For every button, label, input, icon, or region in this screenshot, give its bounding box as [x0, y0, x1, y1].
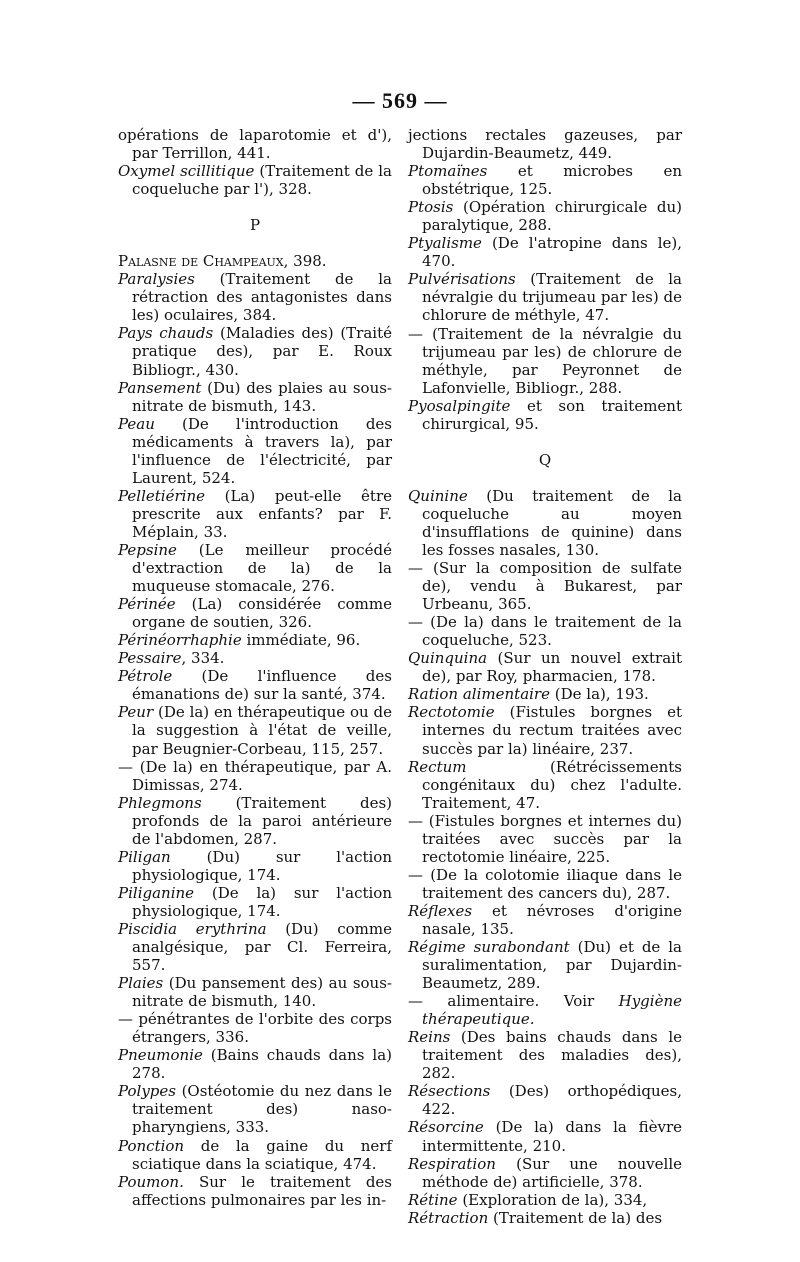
entry-text: (Fistules borgnes et internes du rectum traitées avec succès par la) linéaire, 237.: [422, 703, 682, 758]
entry-text: (Des bains chauds dans le traitement des maladies des), 282.: [422, 1028, 682, 1083]
entry-term: Pansement: [118, 378, 202, 397]
entry-term: Pepsine: [118, 540, 177, 559]
index-entry: [118, 595, 392, 631]
entry-term: Piligan: [118, 847, 171, 866]
index-entry: [118, 1173, 392, 1209]
entry-text: et microbes en obstétrique, 125.: [422, 162, 682, 199]
entry-text: — (De la colotomie iliaque dans le traitement des cancers du), 287.: [408, 865, 682, 902]
index-entry: [118, 126, 392, 162]
entry-text: (Traitement des) profonds de la paroi antérieure de l'abdomen, 287.: [132, 793, 392, 848]
entry-term: Réflexes: [408, 901, 473, 920]
entry-text: (Sur un nouvel extrait de), par Roy, pharmacien, 178.: [422, 649, 682, 686]
entry-term: Pelletiérine: [118, 486, 205, 505]
index-entry: [408, 992, 682, 1028]
entry-term: Résections: [408, 1082, 491, 1101]
index-entry: [408, 703, 682, 757]
entry-term: Piscidia erythrina: [118, 919, 267, 938]
entry-text: de la gaine du nerf sciatique dans la sciatique, 474.: [132, 1136, 392, 1173]
index-entry: [118, 324, 392, 378]
index-entry: [408, 162, 682, 198]
index-entry: [408, 559, 682, 613]
entry-term: Pulvérisations: [408, 270, 516, 289]
page-number: — 569 —: [352, 88, 448, 113]
index-entry: [118, 1137, 392, 1173]
entry-term: Ptyalisme: [408, 234, 482, 253]
entry-term: Pessaire: [118, 649, 182, 668]
entry-term: Résorcine: [408, 1118, 484, 1137]
index-entry: [118, 541, 392, 595]
entry-text: (Maladies des) (Traité pratique des), par E. Roux Bibliogr., 430.: [132, 324, 392, 379]
entry-term: Peau: [118, 414, 155, 433]
entry-text: (Opération chirurgicale du) paralytique, 288.: [422, 198, 682, 235]
index-entry: [118, 703, 392, 757]
index-entry: [408, 270, 682, 324]
entry-text: (Du traitement de la coqueluche au moyen d'insufflations de quinine) dans les fosses nasales, 130.: [422, 486, 682, 559]
index-entry: [118, 162, 392, 198]
index-entry: [118, 270, 392, 324]
index-entry: [118, 974, 392, 1010]
entry-text: (De l'atropine dans le), 470.: [422, 234, 682, 271]
entry-term: Rectotomie: [408, 703, 495, 722]
right-column: [408, 126, 682, 1227]
index-entry: [408, 649, 682, 685]
entry-term: Ration alimentaire: [408, 685, 550, 704]
left-column: [118, 126, 392, 1209]
index-entry: [118, 415, 392, 487]
entry-term: Pétrole: [118, 667, 173, 686]
entry-text: (Traitement de la) des: [488, 1208, 663, 1227]
entry-term: Piliganine: [118, 883, 195, 902]
entry-text: (Sur une nouvelle méthode de) artificielle, 378.: [422, 1154, 682, 1191]
entry-text: (Traitement de la névralgie du trijumeau par les) de chlorure de méthyle, 47.: [422, 270, 682, 325]
index-entry: [408, 1209, 682, 1227]
entry-text: et son traitement chirurgical, 95.: [422, 396, 682, 433]
index-entry: [118, 487, 392, 541]
entry-text: (Ostéotomie du nez dans le traitement des) naso-pharyngiens, 333.: [132, 1082, 392, 1137]
entry-text: (De la) dans la fièvre intermittente, 210.: [422, 1118, 682, 1155]
index-entry: [408, 902, 682, 938]
index-entry: [408, 1155, 682, 1191]
entry-term: Pyosalpingite: [408, 396, 511, 415]
entry-term: Quinine: [408, 486, 468, 505]
entry-text: (Des) orthopédiques, 422.: [422, 1082, 682, 1119]
index-entry: [118, 649, 392, 667]
index-entry: [118, 1046, 392, 1082]
entry-term: Quinquina: [408, 649, 488, 668]
entry-text: , 334.: [181, 649, 225, 668]
entry-text: (De la), 193.: [549, 685, 649, 704]
entry-term: Peur: [118, 703, 154, 722]
entry-term: Oxymel scillitique: [118, 162, 255, 181]
entry-text: (De l'introduction des médicaments à travers la), par l'influence de l'électricité, par Laurent, 524.: [132, 414, 392, 487]
entry-text: jections rectales gazeuses, par Dujardin-Beaumetz, 449.: [408, 126, 682, 163]
entry-term: Périnée: [118, 595, 176, 614]
index-entry: [408, 866, 682, 902]
index-entry: [118, 920, 392, 974]
index-entry: [408, 487, 682, 559]
index-entry: [408, 1118, 682, 1154]
entry-term: Régime surabondant: [408, 938, 570, 957]
entry-term: Pneumonie: [118, 1046, 203, 1065]
entry-text: — (Sur la composition de sulfate de), vendu à Bukarest, par Urbeanu, 365.: [408, 559, 682, 614]
index-entry: [408, 1191, 682, 1209]
entry-text: (Du) des plaies au sous-nitrate de bismuth, 143.: [132, 378, 392, 415]
index-entry: [118, 848, 392, 884]
index-entry: [408, 1082, 682, 1118]
entry-term: Plaies: [118, 974, 164, 993]
index-entry: [408, 613, 682, 649]
entry-text: (La) considérée comme organe de soutien, 326.: [132, 595, 392, 632]
entry-term: Poumon.: [118, 1172, 184, 1191]
index-entry: [408, 812, 682, 866]
entry-text: (Le meilleur procédé d'extraction de la) de la muqueuse stomacale, 276.: [132, 540, 392, 596]
entry-text: , 398.: [283, 252, 327, 271]
entry-term: Reins: [408, 1028, 451, 1047]
entry-text: — (Traitement de la névralgie du trijumeau par les) de chlorure de méthyle, par Peyronnet de Lafonvielle, Bibliogr., 288.: [408, 324, 682, 397]
entry-term: Paralysies: [118, 270, 195, 289]
entry-text: (Du) et de la suralimentation, par Dujardin-Beaumetz, 289.: [422, 938, 683, 993]
entry-term: Rétraction: [408, 1208, 489, 1227]
index-entry: [118, 252, 392, 270]
index-entry: [118, 379, 392, 415]
entry-text: opérations de laparotomie et d'), par Terrillon, 441.: [118, 126, 392, 163]
section-letter: Q: [538, 450, 552, 469]
entry-text: (De l'influence des émanations de) sur la santé, 374.: [132, 667, 392, 704]
index-entry: [118, 794, 392, 848]
entry-term: Palasne de Champeaux: [118, 252, 284, 271]
index-entry: [118, 1082, 392, 1136]
entry-text: (Du) sur l'action physiologique, 174.: [132, 847, 392, 884]
entry-text: — alimentaire. Voir: [408, 992, 619, 1011]
entry-text: immédiate, 96.: [241, 631, 361, 650]
entry-text: (Du) comme analgésique, par Cl. Ferreira, 557.: [132, 919, 392, 975]
entry-text: — (De la) dans le traitement de la coqueluche, 523.: [408, 613, 682, 650]
entry-text: (La) peut-elle être prescrite aux enfants? par F. Méplain, 33.: [132, 486, 392, 541]
entry-term: Ptosis: [408, 198, 454, 217]
entry-text: (Rétrécissements congénitaux du) chez l'adulte. Traitement, 47.: [422, 757, 682, 812]
index-entry: [408, 397, 682, 433]
index-entry: [408, 126, 682, 162]
entry-text: (Exploration de la), 334,: [457, 1190, 648, 1209]
index-entry: [408, 758, 682, 812]
index-entry: [118, 631, 392, 649]
entry-text: (Du pansement des) au sous-nitrate de bismuth, 140.: [132, 974, 392, 1011]
entry-text: — pénétrantes de l'orbite des corps étrangers, 336.: [118, 1010, 392, 1047]
entry-term: Polypes: [118, 1082, 176, 1101]
entry-text: (De la) en thérapeutique ou de la suggestion à l'état de veille, par Beugnier-Corbeau, 115, 257.: [132, 703, 392, 758]
entry-term: Pays chauds: [118, 324, 214, 343]
index-entry: [408, 685, 682, 703]
entry-text: (Bains chauds dans la) 278.: [132, 1046, 392, 1083]
entry-text: — (Fistules borgnes et internes du) traitées avec succès par la rectotomie linéaire, 225.: [408, 811, 682, 866]
entry-term: Rectum: [408, 757, 467, 776]
index-entry: [118, 667, 392, 703]
index-entry: [118, 884, 392, 920]
index-entry: [118, 758, 392, 794]
entry-term: Phlegmons: [118, 793, 202, 812]
section-letter: P: [249, 216, 261, 235]
entry-text: (Traitement de la rétraction des antagonistes dans les) oculaires, 384.: [132, 270, 392, 325]
entry-term: Ponction: [118, 1136, 185, 1155]
entry-term: Périnéorrhaphie: [118, 631, 242, 650]
index-entry: [408, 938, 682, 992]
entry-term: Rétine: [408, 1190, 458, 1209]
index-entry: [408, 234, 682, 270]
entry-cross-reference: Hygiène thérapeutique.: [422, 992, 682, 1029]
entry-text: et névroses d'origine nasale, 135.: [422, 901, 682, 938]
entry-text: (De la) sur l'action physiologique, 174.: [132, 883, 392, 920]
entry-term: Ptomaïnes: [408, 162, 488, 181]
index-entry: [408, 198, 682, 234]
entry-text: — (De la) en thérapeutique, par A. Dimissas, 274.: [118, 757, 392, 794]
entry-term: Respiration: [408, 1154, 496, 1173]
index-entry: [408, 325, 682, 397]
entry-text: (Traitement de la coqueluche par l'), 328.: [132, 162, 392, 199]
entry-text: Sur le traitement des affections pulmonaires par les in-: [132, 1172, 392, 1209]
index-entry: [118, 1010, 392, 1046]
index-entry: [408, 1028, 682, 1082]
